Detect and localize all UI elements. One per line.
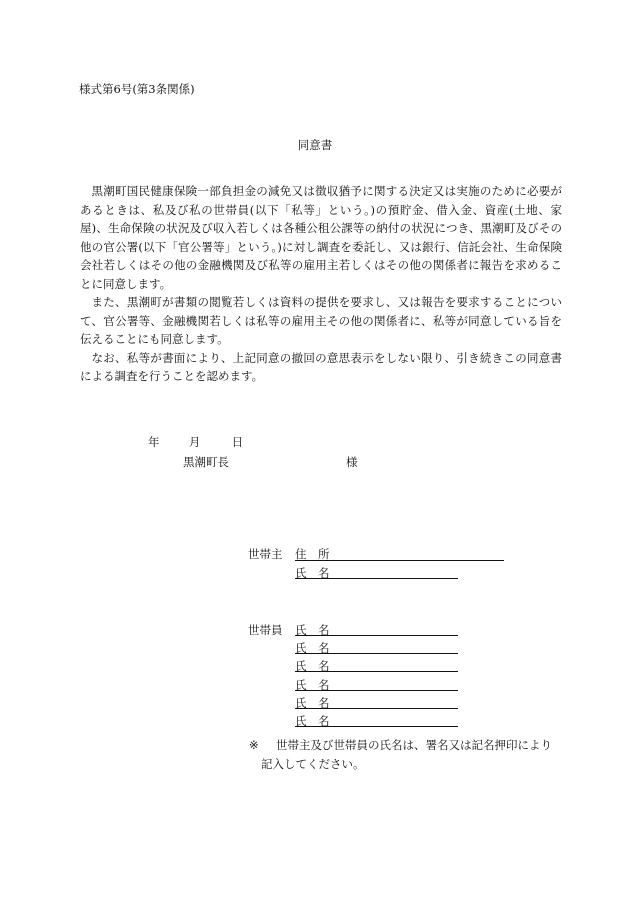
members-label: 世帯員 — [248, 623, 283, 637]
member-name-line[interactable] — [295, 690, 458, 691]
paragraph-2: また、黒潮町が書類の閲覧若しくは資料の提供を要求し、又は報告を要求することについて、官公署等、金融機関若しくは私等の雇用主その他の関係者に、私等が同意している旨を伝えることにも同意します。 — [80, 295, 562, 346]
note-line-1: 世帯主及び世帯員の氏名は、署名又は記名押印により — [275, 738, 552, 752]
householder-name-line[interactable] — [295, 578, 458, 579]
address-label: 住 所 — [295, 547, 330, 561]
member-name-label: 氏 名 — [295, 659, 330, 673]
member-name-label: 氏 名 — [295, 678, 330, 692]
address-line[interactable] — [295, 560, 504, 561]
form-number: 様式第6号(第3条関係) — [79, 82, 195, 96]
honorific: 様 — [346, 455, 358, 469]
document-title: 同意書 — [297, 138, 333, 152]
date-day: 日 — [231, 435, 244, 449]
consent-body — [80, 182, 562, 386]
paragraph-1: 黒潮町国民健康保険一部負担金の減免又は徴収猶予に関する決定又は実施のために必要があるときは、私及び私の世帯員(以下「私等」という。)の預貯金、借入金、資産(土地、家屋)、生命保険の状況及び収入若しくは各種公租公課等の納付の状況につき、黒潮町及びその他の官公署(以下「官公署等」という。)に対し調査を委託し、又は銀行、信託会社、生命保険会社若しくはその他の金融機関及び私等の雇用主若しくはその他の関係者に報告を求めることに同意します。 — [80, 184, 562, 291]
addressee: 黒潮町長 — [183, 455, 229, 469]
date-line — [148, 434, 243, 450]
member-name-line[interactable] — [295, 653, 458, 654]
member-name-label: 氏 名 — [295, 696, 330, 710]
householder-name-label: 氏 名 — [295, 566, 330, 580]
note-mark: ※ — [249, 738, 259, 752]
householder-label: 世帯主 — [248, 547, 283, 561]
member-name-line[interactable] — [295, 671, 458, 672]
signature-note — [249, 736, 569, 773]
member-name-label: 氏 名 — [295, 641, 330, 655]
date-month: 月 — [188, 435, 201, 449]
member-name-label: 氏 名 — [295, 623, 330, 637]
paragraph-3: なお、私等が書面により、上記同意の撤回の意思表示をしない限り、引き続きこの同意書による調査を行うことを認めます。 — [80, 350, 562, 383]
member-name-label: 氏 名 — [295, 714, 330, 728]
note-line-2: 記入してください。 — [261, 756, 365, 771]
member-name-line[interactable] — [295, 726, 458, 727]
date-year: 年 — [148, 435, 160, 449]
member-name-line[interactable] — [295, 635, 458, 636]
member-name-line[interactable] — [295, 708, 458, 709]
